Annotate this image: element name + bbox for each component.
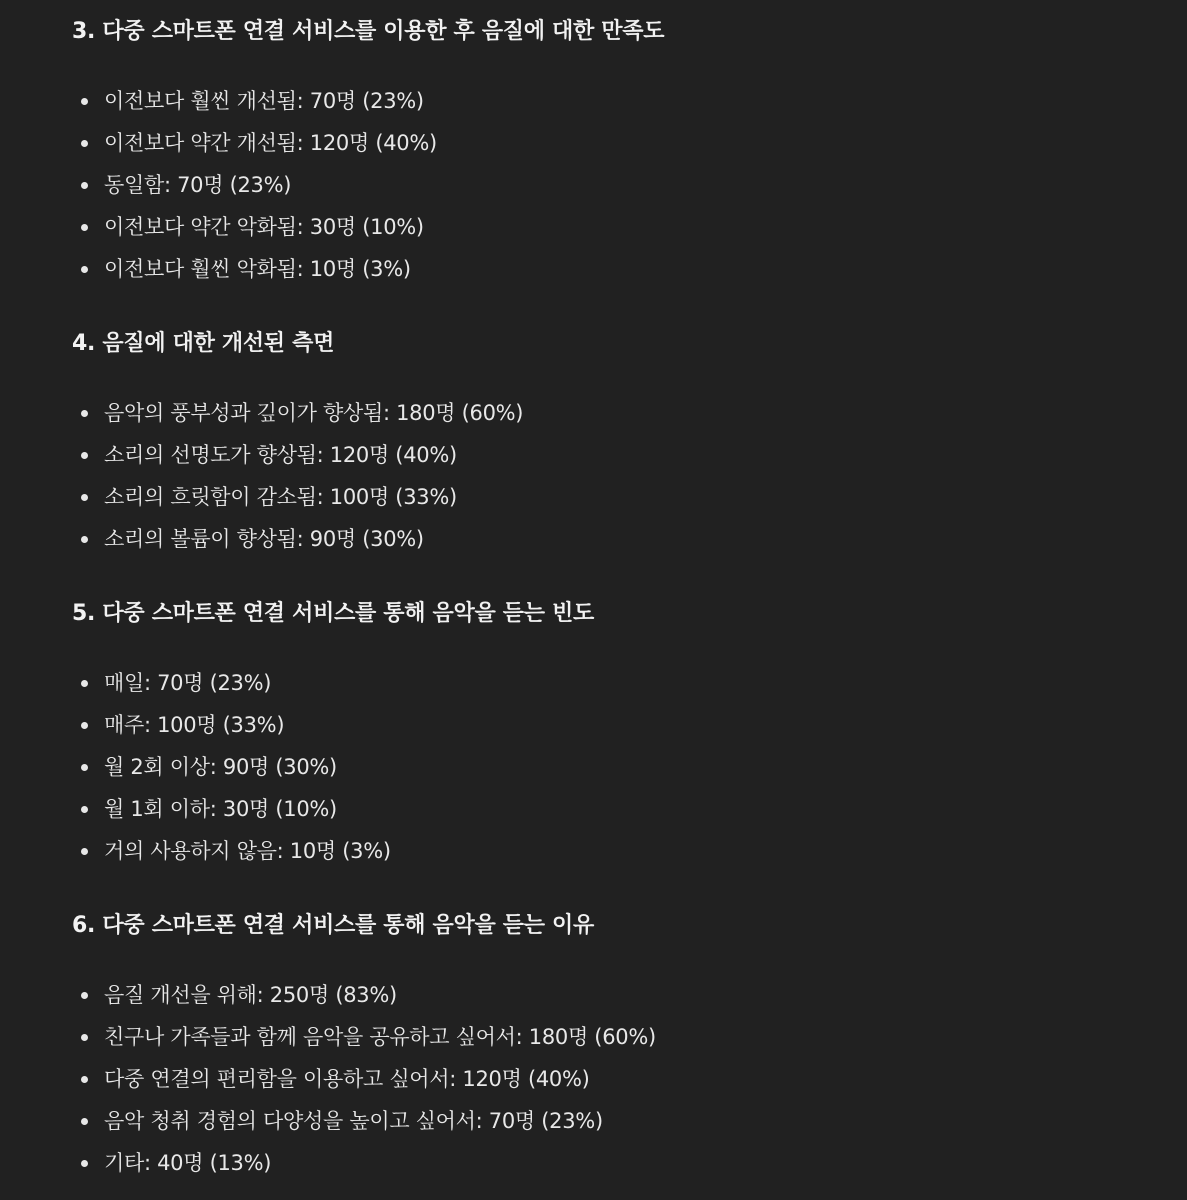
bullet-icon xyxy=(81,224,88,231)
list-item xyxy=(72,1100,656,1142)
bullet-icon xyxy=(81,182,88,189)
list-item xyxy=(72,1142,656,1184)
section-title: 4. 음질에 대한 개선된 측면 xyxy=(72,331,335,356)
list-item xyxy=(72,434,523,476)
list-item-text: 매일: 70명 (23%) xyxy=(104,671,272,695)
bullet-icon xyxy=(81,536,88,543)
list-item xyxy=(72,1058,656,1100)
item-list xyxy=(72,80,437,290)
list-item xyxy=(72,476,523,518)
bullet-icon xyxy=(81,1034,88,1041)
item-list xyxy=(72,974,656,1184)
bullet-icon xyxy=(81,1118,88,1125)
list-item xyxy=(72,704,391,746)
list-item-text: 이전보다 약간 악화됨: 30명 (10%) xyxy=(104,215,424,239)
bullet-icon xyxy=(81,1076,88,1083)
list-item xyxy=(72,788,391,830)
list-item-text: 이전보다 훨씬 악화됨: 10명 (3%) xyxy=(104,257,411,281)
list-item xyxy=(72,248,437,290)
section-improved-aspects xyxy=(72,329,524,551)
bullet-icon xyxy=(81,494,88,501)
bullet-icon xyxy=(81,992,88,999)
list-item xyxy=(72,164,437,206)
list-item-text: 이전보다 훨씬 개선됨: 70명 (23%) xyxy=(104,89,424,113)
bullet-icon xyxy=(81,266,88,273)
bullet-icon xyxy=(81,848,88,855)
list-item xyxy=(72,392,523,434)
list-item xyxy=(72,518,523,560)
item-list xyxy=(72,662,391,872)
list-item-text: 다중 연결의 편리함을 이용하고 싶어서: 120명 (40%) xyxy=(104,1067,590,1091)
item-list xyxy=(72,392,523,560)
bullet-icon xyxy=(81,140,88,147)
list-item-text: 친구나 가족들과 함께 음악을 공유하고 싶어서: 180명 (60%) xyxy=(104,1025,656,1049)
list-item-text: 이전보다 약간 개선됨: 120명 (40%) xyxy=(104,131,437,155)
list-item xyxy=(72,746,391,788)
bullet-icon xyxy=(81,680,88,687)
list-item-text: 동일함: 70명 (23%) xyxy=(104,173,292,197)
section-title: 3. 다중 스마트폰 연결 서비스를 이용한 후 음질에 대한 만족도 xyxy=(72,19,665,44)
list-item xyxy=(72,974,656,1016)
list-item-text: 월 2회 이상: 90명 (30%) xyxy=(104,755,337,779)
list-item xyxy=(72,206,437,248)
bullet-icon xyxy=(81,764,88,771)
list-item xyxy=(72,830,391,872)
list-item xyxy=(72,662,391,704)
list-item-text: 매주: 100명 (33%) xyxy=(104,713,285,737)
list-item xyxy=(72,80,437,122)
bullet-icon xyxy=(81,452,88,459)
list-item-text: 음질 개선을 위해: 250명 (83%) xyxy=(104,983,397,1007)
list-item-text: 기타: 40명 (13%) xyxy=(104,1151,272,1175)
list-item-text: 음악 청취 경험의 다양성을 높이고 싶어서: 70명 (23%) xyxy=(104,1109,603,1133)
list-item-text: 소리의 선명도가 향상됨: 120명 (40%) xyxy=(104,443,457,467)
bullet-icon xyxy=(81,410,88,417)
list-item-text: 소리의 볼륨이 향상됨: 90명 (30%) xyxy=(104,527,424,551)
bullet-icon xyxy=(81,1160,88,1167)
bullet-icon xyxy=(81,98,88,105)
list-item xyxy=(72,122,437,164)
bullet-icon xyxy=(81,722,88,729)
section-listening-frequency xyxy=(72,599,594,863)
list-item-text: 음악의 풍부성과 깊이가 향상됨: 180명 (60%) xyxy=(104,401,524,425)
list-item-text: 월 1회 이하: 30명 (10%) xyxy=(104,797,337,821)
list-item xyxy=(72,1016,656,1058)
section-title: 6. 다중 스마트폰 연결 서비스를 통해 음악을 듣는 이유 xyxy=(72,913,594,938)
section-title: 5. 다중 스마트폰 연결 서비스를 통해 음악을 듣는 빈도 xyxy=(72,601,594,626)
section-listening-reasons xyxy=(72,911,656,1175)
section-sound-satisfaction xyxy=(72,17,665,281)
list-item-text: 거의 사용하지 않음: 10명 (3%) xyxy=(104,839,391,863)
bullet-icon xyxy=(81,806,88,813)
list-item-text: 소리의 흐릿함이 감소됨: 100명 (33%) xyxy=(104,485,457,509)
